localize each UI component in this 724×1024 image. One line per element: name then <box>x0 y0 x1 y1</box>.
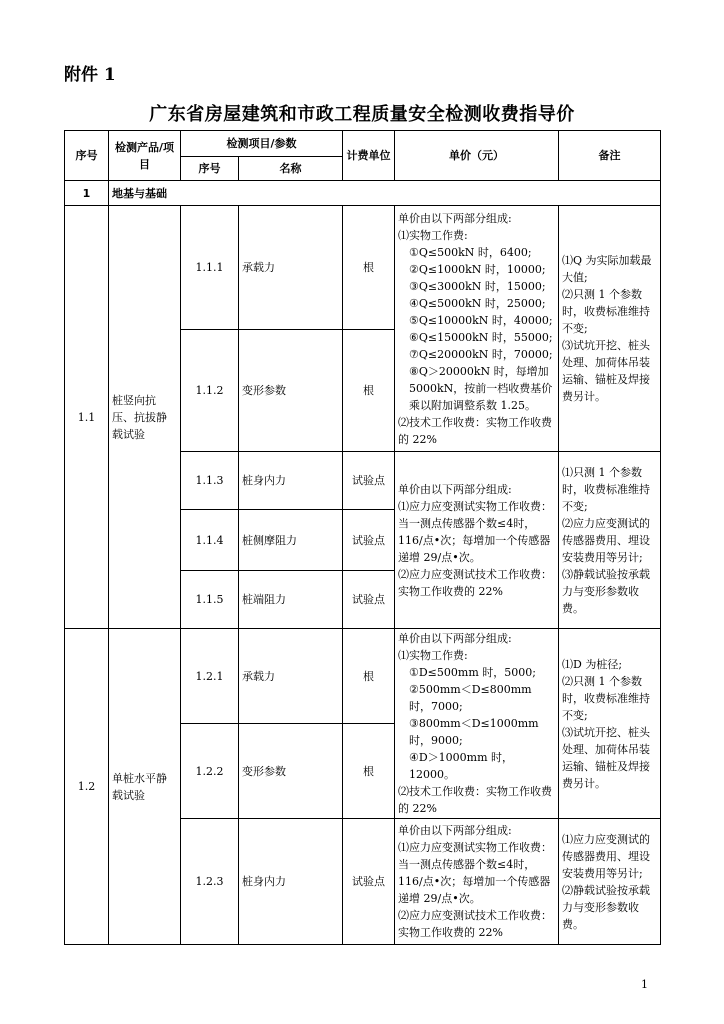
item-code: 1.1.4 <box>181 510 239 571</box>
header-price: 单价（元） <box>395 131 559 181</box>
item-name: 桩侧摩阻力 <box>239 510 343 571</box>
price-cell: 单价由以下两部分组成: ⑴应力应变测试实物工作收费：当一测点传感器个数≤4时，116/点•次；每增加一个传感器递增 29/点•次。 ⑵应力应变测试技术工作收费：实物工作收费的 22% <box>395 452 559 629</box>
fee-table <box>64 130 661 945</box>
item-name: 桩端阻力 <box>239 571 343 629</box>
group-seq: 1.2 <box>65 629 109 945</box>
price-cell: 单价由以下两部分组成: ⑴实物工作费: ①Q≤500kN 时，6400; ②Q≤1000kN 时，10000; ③Q≤3000kN 时，15000; ④Q≤5000kN 时，25000; ⑤Q≤10000kN 时，40000; ⑥Q≤15000kN 时，55000; ⑦Q≤20000kN 时，70000; ⑧Q＞20000kN 时，每增加5000kN，按前一档收费基价乘以附加调整系数 1.25。 ⑵技术工作收费：实物工作收费的 22% <box>395 206 559 452</box>
attachment-label: 附件 1 <box>64 65 116 85</box>
section-name: 地基与基础 <box>109 181 661 206</box>
item-unit: 根 <box>343 629 395 724</box>
item-code: 1.2.3 <box>181 819 239 945</box>
item-code: 1.2.1 <box>181 629 239 724</box>
item-code: 1.1.1 <box>181 206 239 330</box>
remark-cell: ⑴应力应变测试的传感器费用、埋设安装费用等另计; ⑵静载试验按承载力与变形参数收费。 <box>559 819 661 945</box>
price-cell: 单价由以下两部分组成: ⑴实物工作费: ①D≤500mm 时，5000; ②500mm＜D≤800mm 时，7000; ③800mm＜D≤1000mm 时，9000; ④D＞1000mm 时，12000。 ⑵技术工作收费：实物工作收费的 22% <box>395 629 559 819</box>
header-seq: 序号 <box>65 131 109 181</box>
item-name: 桩身内力 <box>239 819 343 945</box>
remark-cell: ⑴Q 为实际加载最大值; ⑵只测 1 个参数时，收费标准维持不变; ⑶试坑开挖、桩头处理、加荷体吊装运输、锚桩及焊接费另计。 <box>559 206 661 452</box>
item-unit: 试验点 <box>343 819 395 945</box>
item-unit: 试验点 <box>343 571 395 629</box>
group-product: 单桩水平静载试验 <box>109 629 181 945</box>
item-code: 1.1.2 <box>181 330 239 452</box>
page-number: 1 <box>641 978 648 991</box>
document-title: 广东省房屋建筑和市政工程质量安全检测收费指导价 <box>149 104 575 125</box>
group-seq: 1.1 <box>65 206 109 629</box>
item-code: 1.1.5 <box>181 571 239 629</box>
item-name: 承载力 <box>239 206 343 330</box>
item-name: 桩身内力 <box>239 452 343 510</box>
remark-cell: ⑴只测 1 个参数时，收费标准维持不变; ⑵应力应变测试的传感器费用、埋设安装费用等另计; ⑶静载试验按承载力与变形参数收费。 <box>559 452 661 629</box>
header-product: 检测产品/项目 <box>109 131 181 181</box>
header-item-group: 检测项目/参数 <box>181 131 343 157</box>
item-unit: 试验点 <box>343 452 395 510</box>
item-name: 承载力 <box>239 629 343 724</box>
header-unit: 计费单位 <box>343 131 395 181</box>
group-product: 桩竖向抗压、抗拔静载试验 <box>109 206 181 629</box>
item-unit: 根 <box>343 206 395 330</box>
header-name: 名称 <box>239 157 343 181</box>
remark-cell: ⑴D 为桩径; ⑵只测 1 个参数时，收费标准维持不变; ⑶试坑开挖、桩头处理、加荷体吊装运输、锚桩及焊接费另计。 <box>559 629 661 819</box>
item-name: 变形参数 <box>239 330 343 452</box>
section-seq: 1 <box>65 181 109 206</box>
header-sub-seq: 序号 <box>181 157 239 181</box>
header-remark: 备注 <box>559 131 661 181</box>
item-unit: 根 <box>343 330 395 452</box>
item-code: 1.2.2 <box>181 724 239 819</box>
item-name: 变形参数 <box>239 724 343 819</box>
item-unit: 试验点 <box>343 510 395 571</box>
item-unit: 根 <box>343 724 395 819</box>
price-cell: 单价由以下两部分组成: ⑴应力应变测试实物工作收费：当一测点传感器个数≤4时，116/点•次；每增加一个传感器递增 29/点•次。 ⑵应力应变测试技术工作收费：实物工作收费的 22% <box>395 819 559 945</box>
item-code: 1.1.3 <box>181 452 239 510</box>
